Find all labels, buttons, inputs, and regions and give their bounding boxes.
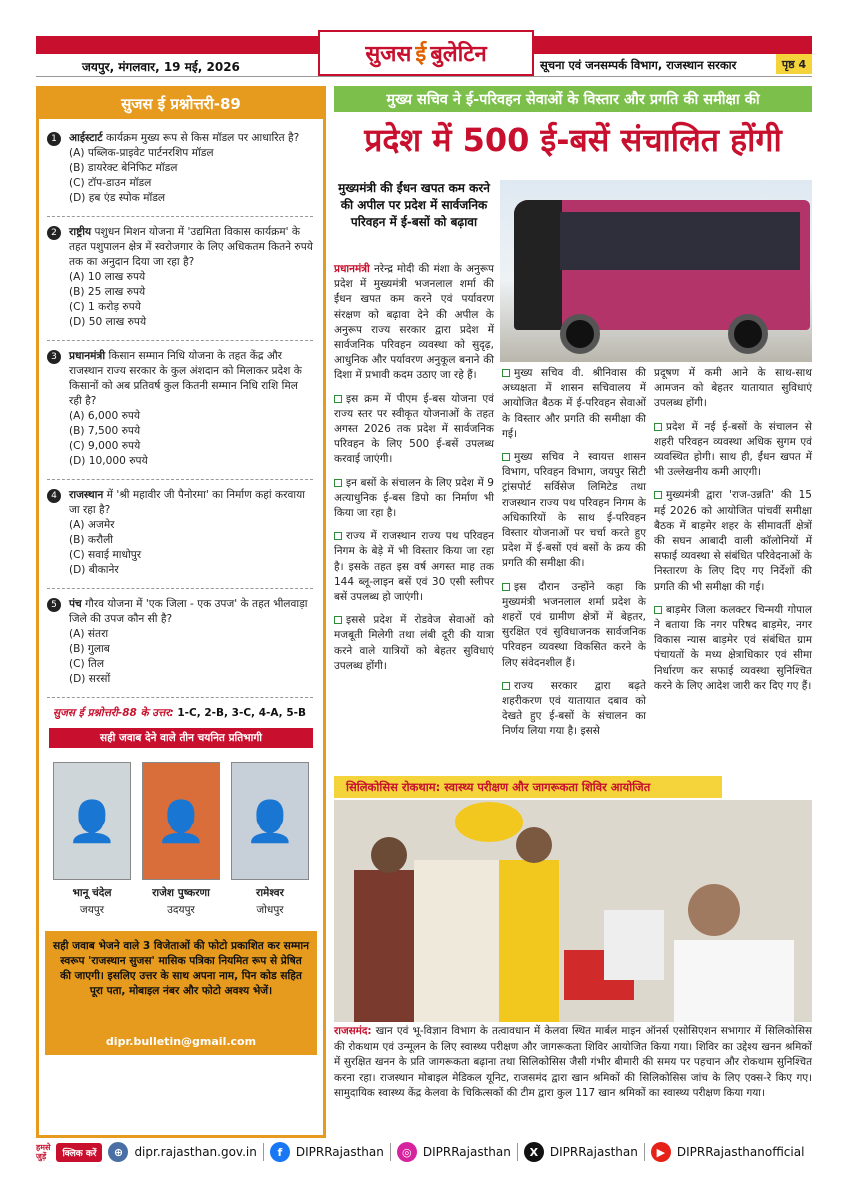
story-column-3 <box>654 366 812 702</box>
divider <box>644 1143 645 1161</box>
caption-text: खान एवं भू-विज्ञान विभाग के तत्वावधान में केलवा स्थित मार्बल माइन ऑनर्स एसोसिएशन सभागार में सिलिकोसिस की रोकथाम एवं उन्मूलन के लिए स्वास्थ्य परीक्षण और जागरूकता शिविर आयोजित किया गया। शिविर का उद्देश्य खनन श्रमिकों में सुरक्षित खनन के प्रति जागरूकता बढ़ाना तथा सिलिकोसिस जैसी गंभीर बीमारी की समय पर पहचान और रोकथाम सुनिश्चित करना रहा। राजस्थान मोबाइल मेडिकल यूनिट, राजसमंद द्वारा खान श्रमिकों की सिलिकोसिस जांच के लिए एक्स-रे किए गए। सामुदायिक स्वास्थ्य केंद्र केलवा के चिकित्सकों की टीम द्वारा कुल 117 खान श्रमिकों का स्वास्थ्य परीक्षण किया गया। <box>334 1025 812 1099</box>
winner-city: जोधपुर <box>256 904 284 916</box>
option: (D) 50 लाख रुपये <box>69 316 147 328</box>
quiz-question <box>47 123 313 217</box>
doctor-head <box>688 884 740 936</box>
option: (C) 9,000 रुपये <box>69 440 141 452</box>
winner-name: राजेश पुष्करणा <box>152 887 210 899</box>
question-number: 4 <box>47 489 61 503</box>
option: (C) सवाई माधोपुर <box>69 549 142 561</box>
question-lead: पंच <box>69 598 82 610</box>
bullet-icon <box>654 606 662 614</box>
paragraph <box>334 392 494 468</box>
winner-city: उदयपुर <box>167 904 195 916</box>
divider <box>263 1143 264 1161</box>
bullet-icon <box>502 369 510 377</box>
paragraph-text: मुख्य सचिव वी. श्रीनिवास की अध्यक्षता में शासन सचिवालय में आयोजित बैठक में ई-परिवहन सेवाओं के विस्तार और प्रगति की समीक्षा की गई। <box>502 367 646 440</box>
winner-name: भानू चंदेल <box>72 887 112 899</box>
sujas-bulletin-logo <box>318 30 534 76</box>
paper-stack <box>604 910 664 980</box>
instagram-icon: ◎ <box>397 1142 417 1162</box>
quiz-title: सुजस ई प्रश्नोत्तरी-89 <box>39 89 323 119</box>
bullet-icon <box>502 453 510 461</box>
option: (B) करौली <box>69 534 114 546</box>
divider <box>517 1143 518 1161</box>
story-column-2 <box>502 366 646 748</box>
paragraph <box>654 366 812 412</box>
winner-photo: 👤 <box>142 762 220 880</box>
bullet-icon <box>334 395 342 403</box>
paragraph-text: प्रदूषण में कमी आने के साथ-साथ आमजन को बेहतर यातायात सुविधाएं उपलब्ध होंगी। <box>654 367 812 410</box>
quiz-questions <box>39 119 323 698</box>
person-head <box>371 837 407 873</box>
paragraph-text: बाड़मेर जिला कलक्टर चिन्मयी गोपाल ने बताया कि नगर परिषद बाड़मेर, नगर विकास न्यास बाड़मेर एवं संबंधित ग्राम पंचायतों के मध्य क्षेत्राधिकार एवं सीमा निर्धारण कर सफाई व्यवस्था सुनिश्चित करने के लिए आदेश जारी कर दिए गए हैं। <box>654 603 812 692</box>
quiz-question <box>47 480 313 589</box>
winners-row <box>39 752 323 917</box>
doctor-shirt <box>674 940 794 1022</box>
story2-title: सिलिकोसिस रोकथाम: स्वास्थ्य परीक्षण और जागरूकता शिविर आयोजित <box>334 776 722 798</box>
option: (A) 6,000 रुपये <box>69 410 141 422</box>
option: (B) 25 लाख रुपये <box>69 286 146 298</box>
camp-scene <box>334 800 812 1022</box>
paragraph-text: प्रदेश में नई ई-बसों के संचालन से शहरी परिवहन व्यवस्था अधिक सुगम एवं व्यवस्थित होगी। साथ ही, ईंधन खपत में भी उल्लेखनीय कमी आएगी। <box>654 420 812 479</box>
winner-city: जयपुर <box>79 904 105 916</box>
winner-photo: 👤 <box>231 762 309 880</box>
notice-text: सही जवाब भेजने वाले 3 विजेताओं की फोटो प्रकाशित कर सम्मान स्वरूप 'राजस्थान सुजस' मासिक पत्रिका नियमित रूप से प्रेषित की जाएगी। इसलिए उत्तर के साथ अपना नाम, पिन कोड सहित पूरा पता, मोबाइल नंबर और फोटो अवश्य भेजें। <box>53 940 309 997</box>
story-column-1 <box>334 262 494 682</box>
quiz-sidebar <box>36 86 326 1138</box>
answers-label: सुजस ई प्रश्नोत्तरी-88 के उत्तर: <box>53 707 174 719</box>
question-lead: प्रधानमंत्री <box>69 350 106 362</box>
question-number: 3 <box>47 350 61 364</box>
question-text: पशुधन मिशन योजना में 'उद्यमिता विकास कार्यक्रम' के तहत पशुपालन क्षेत्र में स्वरोजगार के लिए अधिकतम कितने रुपये तक का अनुदान दिया जा रहा है? <box>69 226 313 268</box>
option: (D) सरसों <box>69 673 111 685</box>
paragraph <box>502 366 646 442</box>
person-left <box>354 870 424 1022</box>
paragraph <box>502 450 646 572</box>
option: (C) टॉप-डाउन मॉडल <box>69 177 152 189</box>
bullet-icon <box>334 479 342 487</box>
connect-line2: जुड़ें <box>36 1152 47 1161</box>
paragraph-text: इस दौरान उन्होंने कहा कि मुख्यमंत्री भजनलाल शर्मा प्रदेश के शहरों एवं ग्रामीण क्षेत्रों में बेहतर, सुरक्षित एवं सुविधाजनक सार्वजनिक परिवहन व्यवस्था विकसित करने के लिए संवेदनशील हैं। <box>502 580 646 669</box>
question-number: 5 <box>47 598 61 612</box>
divider <box>390 1143 391 1161</box>
dateline: जयपुर, मंगलवार, 19 मई, 2026 <box>82 60 240 74</box>
option: (B) 7,500 रुपये <box>69 425 141 437</box>
facebook-icon: f <box>270 1142 290 1162</box>
option: (D) हब एंड स्पोक मॉडल <box>69 192 166 204</box>
bullet-icon <box>654 423 662 431</box>
paragraph <box>502 679 646 740</box>
paragraph <box>502 580 646 671</box>
story-kicker: मुख्य सचिव ने ई-परिवहन सेवाओं के विस्तार और प्रगति की समीक्षा की <box>334 86 812 112</box>
connect-label <box>36 1143 50 1161</box>
quiz-notice <box>45 931 317 1055</box>
answers-values: 1-C, 2-B, 3-C, 4-A, 5-B <box>177 707 306 719</box>
person-head <box>516 827 552 863</box>
bus-front <box>514 200 562 330</box>
paragraph-text: राज्य में राजस्थान राज्य पथ परिवहन निगम के बेड़े में भी विस्तार किया जा रहा है। इसके तहत इस वर्ष अगस्त माह तक 144 ब्लू-लाइन बसें एवं 30 एसी स्लीपर बसें उपलब्ध हो जाएंगी। <box>334 530 494 604</box>
paragraph <box>334 476 494 522</box>
youtube-icon: ▶ <box>651 1142 671 1162</box>
connect-line1: हमसे <box>36 1143 51 1152</box>
bus-windows <box>560 212 800 270</box>
logo-left: सुजस <box>365 42 412 67</box>
silicosis-camp-photo <box>334 800 812 1022</box>
youtube-link[interactable]: DIPRRajasthanofficial <box>676 1145 805 1159</box>
lead-word: राजसमंद: <box>334 1025 372 1037</box>
worker-yellow <box>499 860 559 1022</box>
lead-word: प्रधानमंत्री <box>334 263 370 275</box>
option: (C) तिल <box>69 658 104 670</box>
paragraph <box>334 529 494 605</box>
question-text: किसान सम्मान निधि योजना के तहत केंद्र और राजस्थान राज्य सरकार के कुल अंशदान को मिलाकर प्रदेश के किसानों को अब प्रतिवर्ष कुल कितनी सम्मान निधि राशि मिल रही है? <box>69 350 302 407</box>
winner-card <box>53 762 131 917</box>
question-number: 2 <box>47 226 61 240</box>
story2-caption <box>334 1024 812 1102</box>
paragraph <box>654 603 812 694</box>
hardhat-icon <box>455 802 523 842</box>
question-lead: राष्ट्रीय <box>69 226 92 238</box>
paragraph-text: मुख्यमंत्री द्वारा 'राज-उन्नति' की 15 मई 2026 को आयोजित पांचवीं समीक्षा बैठक में बाड़मेर शहर के सीमावर्ती क्षेत्रों की सघन आबादी वाली कॉलोनियों में सफाई व्यवस्था से संबंधित परिवेदनाओं के निस्तारण के लिए दिए गए निर्देशों की प्रगति की भी समीक्षा की गई। <box>654 489 812 593</box>
quiz-question <box>47 589 313 698</box>
facebook-link[interactable]: DIPRRajasthan <box>295 1145 384 1159</box>
quiz-question <box>47 341 313 480</box>
bus-wheel <box>560 314 600 354</box>
bullet-icon <box>334 616 342 624</box>
bus-wheel <box>728 314 768 354</box>
page-number: पृष्ठ 4 <box>776 54 812 74</box>
paragraph <box>654 488 812 594</box>
worker-shirt <box>414 860 504 1022</box>
logo-right: बुलेटिन <box>430 42 487 67</box>
ebus-illustration <box>514 200 810 330</box>
paragraph-text: राज्य सरकार द्वारा बढ़ते शहरीकरण एवं यातायात दबाव को देखते हुए ई-बसों के संचालन का निर्णय लिया गया है। इससे <box>502 679 646 738</box>
question-lead: आईस्टार्ट <box>69 132 103 144</box>
x-icon: X <box>524 1142 544 1162</box>
x-link[interactable]: DIPRRajasthan <box>549 1145 638 1159</box>
paragraph-text: इस क्रम में पीएम ई-बस योजना एवं राज्य स्तर पर स्वीकृत योजनाओं के तहत अगस्त 2026 तक प्रदेश में सार्वजनिक परिवहन के लिए 500 ई-बसें उपलब्ध करवाई जाएंगी। <box>334 392 494 466</box>
option: (A) अजमेर <box>69 519 115 531</box>
winner-card <box>142 762 220 917</box>
paragraph-text: नरेन्द्र मोदी की मंशा के अनुरूप प्रदेश में मुख्यमंत्री भजनलाल शर्मा की ईंधन खपत कम करने एवं पर्यावरण संरक्षण को बढ़ावा देने की अपील के अनुरूप राज्य सरकार द्वारा प्रदेश में सार्वजनिक परिवहन व्यवस्था को सुदृढ़, आधुनिक और पर्यावरण अनुकूल बनाने की दिशा में प्रभावी कदम उठाए जा रहे हैं। <box>334 263 494 382</box>
contact-email[interactable]: dipr.bulletin@gmail.com <box>105 1035 257 1048</box>
instagram-link[interactable]: DIPRRajasthan <box>422 1145 511 1159</box>
bullet-icon <box>654 491 662 499</box>
logo-mid: ई <box>415 42 427 67</box>
globe-icon: ⊕ <box>108 1142 128 1162</box>
winner-card <box>231 762 309 917</box>
social-footer <box>36 1140 812 1164</box>
department-line: सूचना एवं जनसम्पर्क विभाग, राजस्थान सरकार <box>540 58 737 72</box>
winners-title: सही जवाब देने वाले तीन चयनित प्रतिभागी <box>49 728 313 748</box>
previous-answers <box>39 698 323 724</box>
website-link[interactable]: dipr.rajasthan.gov.in <box>134 1145 257 1159</box>
ebus-photo <box>500 180 812 362</box>
option: (D) बीकानेर <box>69 564 119 576</box>
paragraph <box>334 262 494 384</box>
bullet-icon <box>502 583 510 591</box>
option: (C) 1 करोड़ रुपये <box>69 301 141 313</box>
question-number: 1 <box>47 132 61 146</box>
paragraph-text: इससे प्रदेश में रोडवेज सेवाओं को मजबूती मिलेगी तथा लंबी दूरी की यात्रा करने वाले यात्रियों को बेहतर सुविधाएं उपलब्ध होंगी। <box>334 614 494 672</box>
winner-name: रामेश्वर <box>256 887 284 899</box>
option: (B) डायरेक्ट बेनिफिट मॉडल <box>69 162 178 174</box>
option: (B) गुलाब <box>69 643 110 655</box>
quiz-question <box>47 217 313 341</box>
paragraph <box>334 613 494 674</box>
paragraph-text: इन बसों के संचालन के लिए प्रदेश में 9 अत्याधुनिक ई-बस डिपो का निर्माण भी किया जा रहा है। <box>334 476 494 520</box>
question-text: में 'श्री महावीर जी पैनोरमा' का निर्माण कहां करवाया जा रहा है? <box>69 489 306 516</box>
winner-photo: 👤 <box>53 762 131 880</box>
story-headline: प्रदेश में 500 ई-बसें संचालित होंगी <box>364 121 782 159</box>
paragraph-text: मुख्य सचिव ने स्वायत्त शासन विभाग, परिवहन विभाग, जयपुर सिटी ट्रांसपोर्ट सर्विसेज लिमिटेड तथा राजस्थान राज्य पथ परिवहन निगम के अधिकारियों के साथ ई-परिवहन विस्तार योजनाओं पर चर्चा करते हुए प्रदेश में ई-बसों एवं बसों के क्रय की प्रगति की समीक्षा की। <box>502 451 646 570</box>
bullet-icon <box>334 532 342 540</box>
option: (A) 10 लाख रुपये <box>69 271 146 283</box>
question-text: कार्यक्रम मुख्य रूप से किस मॉडल पर आधारित है? <box>102 132 300 144</box>
story-subhead: मुख्यमंत्री की ईंधन खपत कम करने की अपील पर प्रदेश में सार्वजनिक परिवहन में ई-बसों को बढ़ावा <box>338 181 490 229</box>
header-divider <box>36 76 812 77</box>
option: (A) संतरा <box>69 628 109 640</box>
option: (D) 10,000 रुपये <box>69 455 148 467</box>
click-button[interactable]: क्लिक करें <box>56 1143 102 1162</box>
question-lead: राजस्थान <box>69 489 104 501</box>
question-text: गौरव योजना में 'एक जिला - एक उपज' के तहत भीलवाड़ा जिले की उपज कौन सी है? <box>69 598 308 625</box>
paragraph <box>654 420 812 481</box>
option: (A) पब्लिक-प्राइवेट पार्टनरशिप मॉडल <box>69 147 214 159</box>
bullet-icon <box>502 682 510 690</box>
